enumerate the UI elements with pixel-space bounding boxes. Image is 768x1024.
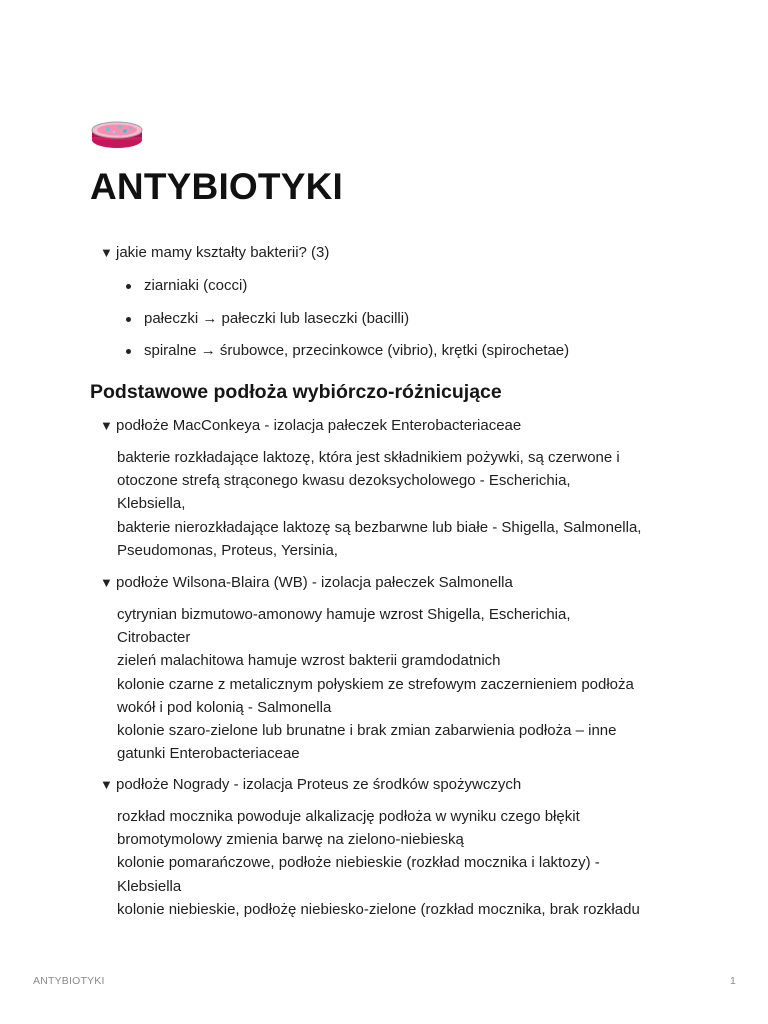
- petri-dish-icon: [90, 118, 144, 150]
- wilsona-body: [117, 603, 634, 765]
- text-line: wokół i pod kolonią - Salmonella: [117, 698, 332, 716]
- text-line: rozkład mocznika powoduje alkalizację podłoża w wyniku czego błękit: [117, 808, 580, 825]
- bullet-dot-icon: [126, 284, 131, 289]
- text-line: bakterie rozkładające laktozę, która jest składnikiem pożywki, są czerwone i: [117, 449, 620, 466]
- toggle-label: podłoże MacConkeya - izolacja pałeczek Enterobacteriaceae: [116, 417, 522, 434]
- triangle-down-icon: ▼: [100, 777, 113, 792]
- toggle-macconkey[interactable]: [100, 416, 521, 436]
- text-line: kolonie czarne z metalicznym połyskiem ze strefowym zaczernieniem podłoża: [117, 675, 634, 693]
- toggle-label: podłoże Nogrady - izolacja Proteus ze środków spożywczych: [116, 776, 522, 793]
- text-line: zieleń malachitowa hamuje wzrost bakterii gramdodatnich: [117, 652, 501, 670]
- document-page: ANTYBIOTYKI ▼ jakie mamy kształty bakterii? (3) ziarniaki (cocci) pałeczki → pałeczki lub laseczki (bacilli) spiralne → śrubowce, przecinkowce (vibrio), krętki (spirochetae) Podstawowe podłoża wybiórczo-różnicujące ▼ podłoże MacConkeya - izolacja pałeczek Enterobacteriaceae bakterie rozkładające laktozę, która jest składnikiem pożywki, są czerwone i otoczone strefą strąconego kwasu dezoksycholowego - Escherichia, Klebsiella, bakterie nierozkładające laktozę są bezbarwne lub białe - Shigella, Salmonella, Pseudomonas, Proteus, Yersinia, ▼ podłoże Wilsona-Blaira (WB) - izolacja pałeczek Salmonella cytrynian bizmutowo-amonowy hamuje wzrost Shigella, Escherichia, Citrobacter zieleń malachitowa hamuje wzrost bakterii gramdodatnich kolonie czarne z metalicznym połyskiem ze strefowym zaczernieniem podłoża wokół i pod kolonią - Salmonella kolonie szaro-zielone lub brunatne i brak zmian zabarwienia podłoża – inne gatunki Enterobacteriaceae ▼ podłoże Nogrady - izolacja Proteus ze środków spożywczych rozkład mocznika powoduje alkalizację podłoża w wyniku czego błękit bromotymolowy zmienia barwę na zielono-niebieską kolonie pomarańczowe, podłoże niebieskie (rozkład mocznika i laktozy) - Klebsiella kolonie niebieskie, podłożę niebiesko-zielone (rozkład mocznika, brak rozkładu ANTYBIOTYKI 1: [0, 0, 768, 1024]
- text-line: bakterie nierozkładające laktozę są bezbarwne lub białe - Shigella, Salmonella,: [117, 518, 642, 536]
- text-line: cytrynian bizmutowo-amonowy hamuje wzrost Shigella, Escherichia,: [117, 606, 571, 623]
- text-line: kolonie szaro-zielone lub brunatne i brak zmian zabarwienia podłoża – inne: [117, 722, 617, 740]
- bullet-dot-icon: [126, 317, 131, 322]
- bullet-dot-icon: [126, 349, 131, 354]
- text-line: bromotymolowy zmienia barwę na zielono-niebieską: [117, 831, 464, 849]
- page-number: 1: [730, 975, 737, 987]
- triangle-down-icon: ▼: [100, 418, 113, 433]
- text-line: otoczone strefą strąconego kwasu dezoksycholowego - Escherichia,: [117, 472, 571, 490]
- triangle-down-icon: ▼: [100, 575, 113, 590]
- macconkey-body: [117, 446, 641, 562]
- text-line: kolonie pomarańczowe, podłoże niebieskie (rozkład mocznika i laktozy) -: [117, 854, 600, 872]
- text-line: Pseudomonas, Proteus, Yersinia,: [117, 541, 338, 559]
- text-line: Klebsiella: [117, 877, 182, 895]
- toggle-bacteria-shapes[interactable]: [100, 243, 329, 263]
- nogrady-body: [117, 805, 640, 921]
- text-line: Citrobacter: [117, 629, 191, 647]
- toggle-label: podłoże Wilsona-Blaira (WB) - izolacja pałeczek Salmonella: [116, 574, 513, 591]
- text-line: Klebsiella,: [117, 495, 186, 513]
- text-line: gatunki Enterobacteriaceae: [117, 745, 300, 763]
- toggle-nogrady[interactable]: [100, 775, 521, 795]
- triangle-down-icon: ▼: [100, 245, 113, 260]
- page-title: ANTYBIOTYKI: [90, 166, 343, 207]
- section-heading: Podstawowe podłoża wybiórczo-różnicujące: [90, 381, 502, 403]
- toggle-wilsona-blaira[interactable]: [100, 573, 513, 593]
- text-line: kolonie niebieskie, podłożę niebiesko-zielone (rozkład mocznika, brak rozkładu: [117, 900, 640, 918]
- toggle-label: jakie mamy kształty bakterii? (3): [116, 244, 330, 261]
- footer-title: ANTYBIOTYKI: [33, 975, 105, 987]
